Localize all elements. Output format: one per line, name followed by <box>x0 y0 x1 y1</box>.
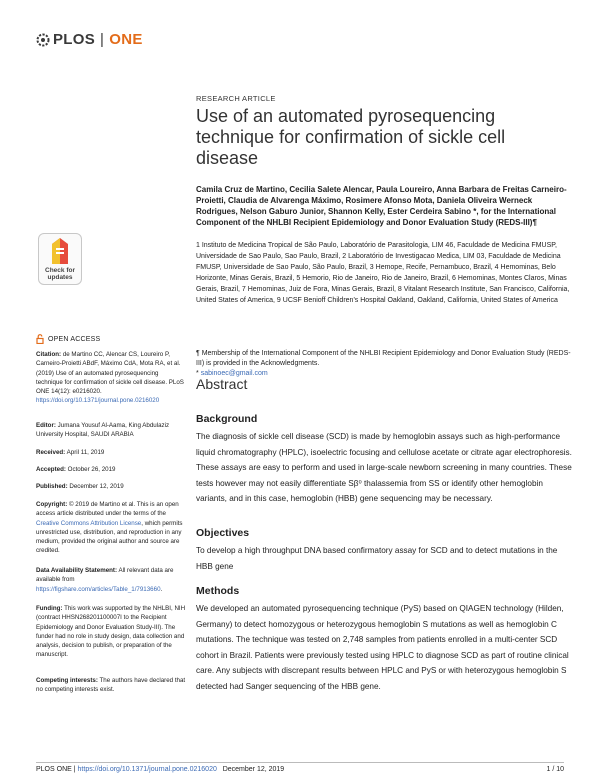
data-availability-text: All relevant data are available from <box>36 567 174 584</box>
email-link[interactable]: sabinoec@gmail.com <box>200 370 268 377</box>
article-title: Use of an automated pyrosequencing technique for confirmation of sickle cell disease <box>196 106 506 168</box>
footer-separator: | <box>73 766 76 773</box>
editor-block <box>36 421 186 440</box>
background-text: The diagnosis of sickle cell disease (SCD) is made by hemoglobin assays such as high-performance liquid chromatography (HPLC), isoelectric focusing and cellulose acetate or citrate agar electrophoresis. These assays are easy to perform and used in large-scale newborn screening in many countries. These tests however may not easily differentiate Sβ⁰ thalassemia from SS or identify other hemoglobin variants, and in this case, hemoglobin (HBB) gene sequencing may be necessary. <box>196 432 572 503</box>
editor-text: Jumana Yousuf Al-Aama, King Abdulaziz University Hospital, SAUDI ARABIA <box>36 422 170 439</box>
badge-line-1: Check for <box>45 267 75 274</box>
copyright-text-a: © 2019 de Martino et al. This is an open access article distributed under the terms of the <box>36 501 179 518</box>
editor-label: Editor: <box>36 422 56 429</box>
updates-icon <box>39 236 81 268</box>
published-block <box>36 482 186 491</box>
received-date: April 11, 2019 <box>66 449 105 456</box>
competing-label: Competing interests: <box>36 677 98 684</box>
open-access-label <box>36 334 100 344</box>
membership-note: ¶ Membership of the International Component of the NHLBI Recipient Epidemiology and Donor Evaluation Study (REDS-III) is provided in the Acknowledgments. <box>196 350 571 367</box>
methods-text: We developed an automated pyrosequencing technique (PyS) based on QIAGEN technology (Hilden, Germany) to detect homozygous or heterozygous hemoglobin S mutations as well as hemoglobin C mutations. The technique was tested on 2,748 samples from patients enrolled in a multi-center SCD cohort in Brazil. Patients were previously tested using HPLC to diagnose SCD as part of routine clinical care. Any subjects with discrepant results between HPLC and PyS or with heterozygous hemoglobin S detected had Sanger sequencing of the HBB gene. <box>196 604 569 691</box>
copyright-label: Copyright: <box>36 501 68 508</box>
citation-block <box>36 350 186 406</box>
footer-divider <box>36 762 564 763</box>
article-type: RESEARCH ARTICLE <box>196 94 276 103</box>
citation-text: de Martino CC, Alencar CS, Loureiro P, Carneiro-Proietti ABdF, Máximo CdA, Mota RA, et al. (2019) Use of an automated pyrosequencing technique for confirmation of sickle cell disease. PLoS ONE 14(12): e0216020. <box>36 351 184 396</box>
data-availability-block <box>36 566 186 594</box>
funding-label: Funding: <box>36 605 63 612</box>
accepted-label: Accepted: <box>36 466 66 473</box>
competing-text: The authors have declared that no competing interests exist. <box>36 677 186 694</box>
objectives-text: To develop a high throughput DNA based confirmatory assay for SCD and to detect mutations in the HBB gene <box>196 546 558 571</box>
page-number: 1 / 10 <box>546 766 564 773</box>
footer-journal: PLOS ONE <box>36 766 72 773</box>
logo-plos-text: PLOS <box>53 31 96 48</box>
funding-text: This work was supported by the NHLBI, NIH (contract HHSN268201100007I to the Recipient Epidemiology and Donor Evaluation Study-III). The funder had no role in study design, data collection and analysis, decision to publish, or preparation of the manuscript. <box>36 605 186 659</box>
license-link[interactable]: Creative Commons Attribution License <box>36 519 142 527</box>
data-availability-end: . <box>160 585 163 593</box>
plos-logo-icon <box>36 33 50 47</box>
accepted-date: October 26, 2019 <box>67 466 116 473</box>
background-heading: Background <box>196 413 258 425</box>
logo-one-text: ONE <box>109 31 143 48</box>
received-block <box>36 448 186 457</box>
author-list: Camila Cruz de Martino, Cecilia Salete Alencar, Paula Loureiro, Anna Barbara de Freitas Carneiro-Proietti, Claudia de Alvarenga Máximo, Rosimere Afonso Mota, Daniela Oliveira Werneck Rodrigues, Nelson Gaburo Junior, Shannon Kelly, Ester Cerdeira Sabino *, for the International Component of the NHLBI Recipient Epidemiology and Donor Evaluation Study (REDS-III)¶ <box>196 185 567 227</box>
open-access-text: OPEN ACCESS <box>48 335 101 343</box>
footer-date: December 12, 2019 <box>222 766 285 773</box>
accepted-block <box>36 465 186 474</box>
abstract-heading: Abstract <box>196 376 248 392</box>
methods-heading: Methods <box>196 585 240 597</box>
published-label: Published: <box>36 483 68 490</box>
footer-doi-link[interactable]: https://doi.org/10.1371/journal.pone.0216020 <box>77 766 217 773</box>
copyright-block <box>36 500 186 556</box>
affiliations: 1 Instituto de Medicina Tropical de São Paulo, Laboratório de Parasitologia, LIM 46, Faculdade de Medicina FMUSP, Universidade de Sao Paulo, Sao Paulo, Brazil, 2 Laboratório de Investigacao Medica, LIM 03, Faculdade de Medicina FMUSP, Universidade de Sao Paulo, São Paulo, Brazil, 3 Hemope, Recife, Pernambuco, Brazil, 4 Hemominas, Belo Horizonte, Minas Gerais, Brazil, 5 Hemorio, Rio de Janeiro, Rio de Janeiro, Brazil, 6 Hemominas, Montes Claros, Minas Gerais, Brazil, 7 Hemominas, Juiz de Fora, Minas Gerais, Brazil, 8 Vitalant Research Institute, San Francisco, California, United States of America, 9 UCSF Benioff Children's Hospital Oakland, Oakland, California, United States of America <box>196 242 570 304</box>
open-lock-icon <box>36 334 44 344</box>
plos-one-logo <box>36 31 143 48</box>
competing-interests-block <box>36 676 186 695</box>
data-availability-label: Data Availability Statement: <box>36 567 118 574</box>
email-marker: * <box>196 370 199 377</box>
page-footer <box>36 766 564 773</box>
check-for-updates-badge[interactable] <box>38 233 82 285</box>
funding-block <box>36 604 186 660</box>
logo-separator: | <box>100 31 105 48</box>
citation-label: Citation: <box>36 351 62 358</box>
received-label: Received: <box>36 449 66 456</box>
published-date: December 12, 2019 <box>69 483 124 490</box>
copyright-text-b: , which permits unrestricted use, distribution, and reproduction in any medium, provided the original author and source are credited. <box>36 519 183 555</box>
badge-line-2: updates <box>47 274 73 281</box>
citation-doi-link[interactable]: https://doi.org/10.1371/journal.pone.0216020 <box>36 397 160 405</box>
figshare-link[interactable]: https://figshare.com/articles/Table_1/7913660 <box>36 585 161 593</box>
objectives-heading: Objectives <box>196 527 250 539</box>
